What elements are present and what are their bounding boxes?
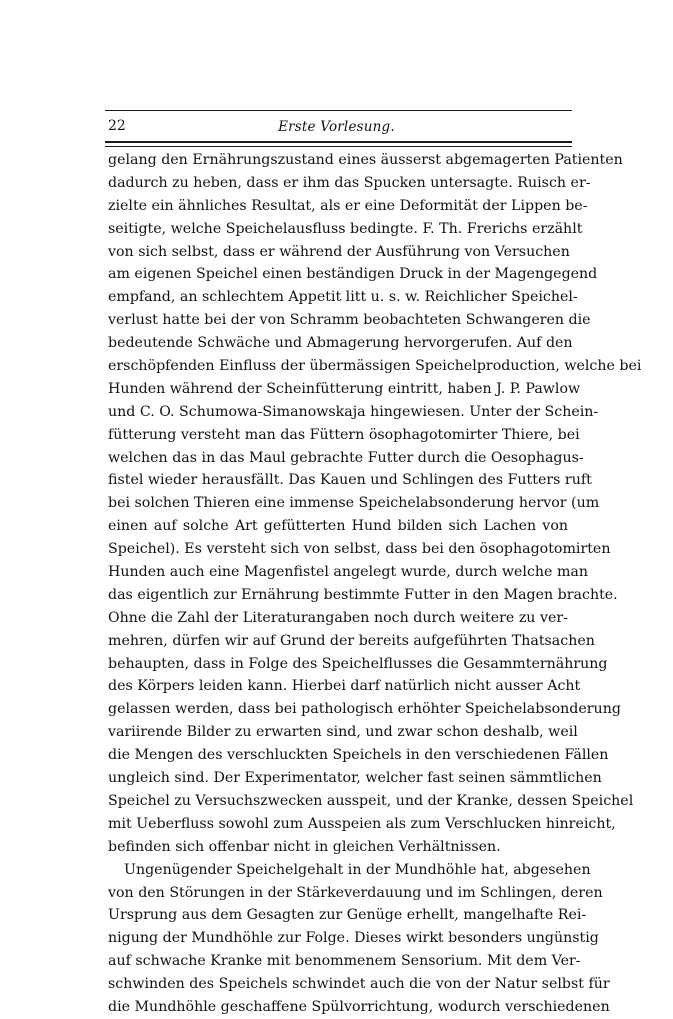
- text-line: einen auf solche Art gefütterten Hund bilden sich Lachen von: [108, 518, 568, 535]
- text-line: bedeutende Schwäche und Abmagerung hervorgerufen. Auf den: [108, 335, 573, 352]
- text-line: die Mengen des verschluckten Speichels in den verschiedenen Fällen: [108, 747, 609, 764]
- text-line: gelassen werden, dass bei pathologisch erhöhter Speichelabsonderung: [108, 701, 621, 718]
- text-line: des Körpers leiden kann. Hierbei darf natürlich nicht ausser Acht: [108, 678, 581, 695]
- page-number: 22: [108, 118, 126, 134]
- text-line: fütterung versteht man das Füttern ösophagotomirter Thiere, bei: [108, 426, 580, 443]
- text-line: Ohne die Zahl der Literaturangaben noch durch weitere zu ver-: [108, 609, 568, 626]
- text-line: mit Ueberfluss sowohl zum Ausspeien als zum Verschlucken hinreicht,: [108, 815, 616, 832]
- text-line: schwinden des Speichels schwindet auch die von der Natur selbst für: [108, 976, 610, 993]
- text-line: verlust hatte bei der von Schramm beobachteten Schwangeren die: [108, 312, 591, 329]
- text-line: bei solchen Thieren eine immense Speichelabsonderung hervor (um: [108, 495, 600, 512]
- text-line: Speichel zu Versuchszwecken ausspeit, und der Kranke, dessen Speichel: [108, 792, 634, 809]
- text-line: zielte ein ähnliches Resultat, als er eine Deformität der Lippen be-: [108, 197, 588, 214]
- text-line: Speichel). Es versteht sich von selbst, dass bei den ösophagotomirten: [108, 541, 611, 558]
- text-line: von den Störungen in der Stärkeverdauung und im Schlingen, deren: [108, 884, 603, 901]
- text-line: gelang den Ernährungszustand eines äusserst abgemagerten Patienten: [108, 152, 623, 168]
- running-title: Erste Vorlesung.: [278, 119, 395, 135]
- text-line: mehren, dürfen wir auf Grund der bereits aufgeführten Thatsachen: [108, 632, 595, 649]
- text-line: befinden sich offenbar nicht in gleichen Verhältnissen.: [108, 838, 501, 855]
- text-line: dadurch zu heben, dass er ihm das Spucken untersagte. Ruisch er-: [108, 174, 591, 191]
- text-line: fistel wieder herausfällt. Das Kauen und Schlingen des Futters ruft: [108, 472, 592, 489]
- text-line: Ungenügender Speichelgehalt in der Mundhöhle hat, abgesehen: [124, 861, 591, 878]
- text-line: von sich selbst, dass er während der Ausführung von Versuchen: [108, 243, 570, 260]
- header-rule-top: [105, 110, 572, 111]
- header-rule-bottom: [105, 141, 572, 147]
- text-line: Hunden auch eine Magenfistel angelegt wurde, durch welche man: [108, 564, 588, 581]
- text-line: das eigentlich zur Ernährung bestimmte Futter in den Magen brachte.: [108, 586, 618, 603]
- text-line: die Mundhöhle geschaffene Spülvorrichtung, wodurch verschiedenen: [108, 998, 610, 1015]
- body-text: [108, 149, 642, 1019]
- text-line: behaupten, dass in Folge des Speichelflusses die Gesammternährung: [108, 655, 608, 672]
- text-line: seitigte, welche Speichelausfluss bedingte. F. Th. Frerichs erzählt: [108, 220, 583, 237]
- text-line: auf schwache Kranke mit benommenem Sensorium. Mit dem Ver-: [108, 953, 581, 970]
- text-line: ungleich sind. Der Experimentator, welcher fast seinen sämmtlichen: [108, 770, 602, 787]
- text-line: empfand, an schlechtem Appetit litt u. s. w. Reichlicher Speichel-: [108, 289, 578, 306]
- text-line: Hunden während der Scheinfütterung eintritt, haben J. P. Pawlow: [108, 380, 581, 397]
- text-line: Ursprung aus dem Gesagten zur Genüge erhellt, mangelhafte Rei-: [108, 907, 587, 924]
- text-line: welchen das in das Maul gebrachte Futter durch die Oesophagus-: [108, 449, 584, 466]
- text-line: und C. O. Schumowa-Simanowskaja hingewiesen. Unter der Schein-: [108, 403, 599, 420]
- text-line: nigung der Mundhöhle zur Folge. Dieses wirkt besonders ungünstig: [108, 930, 599, 947]
- text-line: variirende Bilder zu erwarten sind, und zwar schon deshalb, weil: [108, 724, 578, 741]
- text-line: am eigenen Speichel einen beständigen Druck in der Magengegend: [108, 266, 598, 283]
- text-line: erschöpfenden Einfluss der übermässigen Speichelproduction, welche bei: [108, 358, 642, 375]
